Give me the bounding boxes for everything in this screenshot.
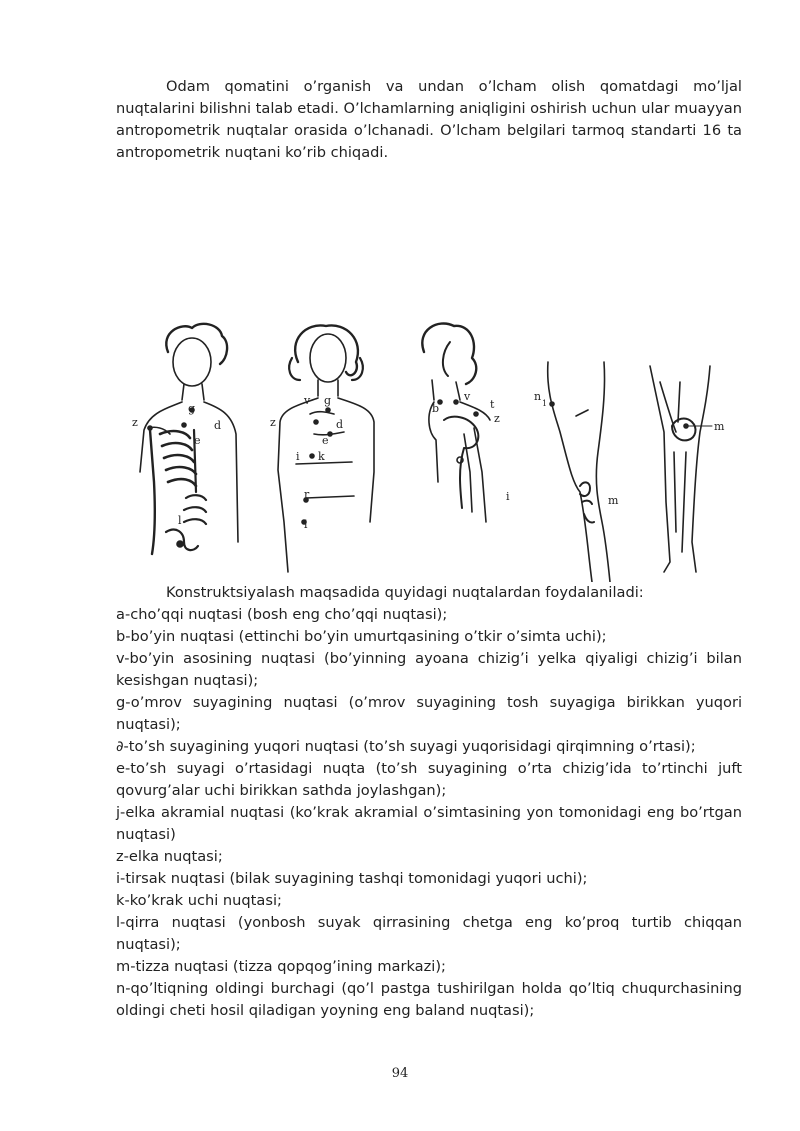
label-g: g (324, 394, 332, 407)
list-item-m: m-tizza nuqtasi (tizza qopqog’ining markazi); (116, 958, 446, 975)
label-g: g (188, 402, 196, 415)
label-z: z (270, 416, 276, 429)
anthropometric-points-figure (120, 322, 740, 582)
label-m: m (608, 494, 619, 507)
label-d: d (214, 419, 222, 432)
figure-torso-front (270, 325, 374, 572)
figure-torso-skeleton (132, 324, 238, 554)
page-number: 94 (391, 1066, 409, 1081)
list-item-e: e-to’sh suyagi o’rtasidagi nuqta (to’sh suyagining o’rta chizig’ida to’rtinchi juft qovurg’alar uchi birikkan sathda joylashgan); (116, 760, 742, 799)
label-t: t (490, 398, 495, 411)
figure-drawings (120, 322, 740, 582)
figure-side-profile (422, 324, 510, 522)
list-item-n: n-qo’ltiqning oldingi burchagi (qo’l pastga tushirilgan holda qo’ltiq chuqurchasining oldingi cheti hosil qiladigan yoyning eng baland nuqtasi); (116, 980, 742, 1019)
label-i: i (296, 450, 300, 463)
list-item-i: i-tirsak nuqtasi (bilak suyagining tashqi tomonidagi yuqori uchi); (116, 870, 588, 887)
figure-leg-profile (534, 362, 619, 582)
list-item-d: ∂-to’sh suyagining yuqori nuqtasi (to’sh suyagi yuqorisidagi qirqimning o’rtasi); (116, 738, 696, 755)
label-b: b (432, 402, 440, 415)
points-list (116, 582, 742, 1022)
list-item-v: v-bo’yin asosining nuqtasi (bo’yinning ayoana chizig’i yelka qiyaligi chizig’i bilan kesishgan nuqtasi); (116, 650, 742, 689)
label-e: e (322, 434, 329, 447)
list-item-g: g-o’mrov suyagining nuqtasi (o’mrov suyagining tosh suyagiga birikkan yuqori nuqtasi); (116, 694, 742, 733)
label-v: v (464, 390, 471, 403)
list-item-a: a-cho’qqi nuqtasi (bosh eng cho’qqi nuqtasi); (116, 606, 448, 623)
label-v: v (304, 394, 311, 407)
label-l: l (178, 514, 182, 527)
list-item-j: j-elka akramial nuqtasi (ko’krak akramial o’simtasining yon tomonidagi eng bo’rtgan nuqtasi) (116, 804, 742, 843)
intro-paragraph: Odam qomatini o’rganish va undan o’lcham olish qomatdagi mo’ljal nuqtalarini bilishni talab etadi. O’lchamlarning aniqligini oshirish uchun ular muayyan antropometrik nuqtalar orasida o’lchanadi. O’lcham belgilari tarmoq standarti 16 ta antropometrik nuqtani ko’rib chiqadi. (116, 78, 742, 161)
label-z: z (494, 412, 500, 425)
label-i: i (506, 490, 510, 503)
list-item-l: l-qirra nuqtasi (yonbosh suyak qirrasining chetga eng ko’proq turtib chiqqan nuqtasi); (116, 914, 742, 953)
label-l: l (304, 518, 308, 531)
label-k: k (318, 450, 325, 463)
figure-leg-front (650, 366, 725, 572)
label-e: e (194, 434, 201, 447)
list-item-b: b-bo’yin nuqtasi (ettinchi bo’yin umurtqasining o’tkir o’simta uchi); (116, 628, 607, 645)
label-m: m (714, 420, 725, 433)
label-r: r (304, 488, 310, 501)
label-z: z (132, 416, 138, 429)
label-n: n (534, 390, 542, 403)
label-subscript: 1 (542, 399, 548, 408)
list-item-k: k-ko’krak uchi nuqtasi; (116, 892, 282, 909)
label-d: d (336, 418, 344, 431)
list-item-z: z-elka nuqtasi; (116, 848, 223, 865)
list-lead: Konstruktsiyalash maqsadida quyidagi nuqtalardan foydalaniladi: (166, 584, 644, 601)
